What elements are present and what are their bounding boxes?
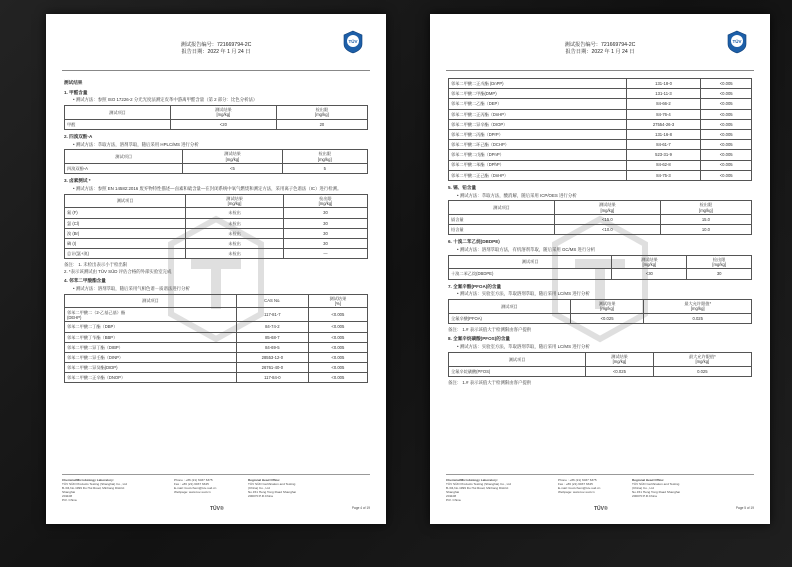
report-number-label: 测试报告编号： [180,42,217,48]
test-item-cell: 邻苯二甲酸二异癸酯(DIDP) [65,363,237,373]
office-name: (China) Co., Ltd [248,486,270,491]
table-row [65,322,368,332]
test-item-cell: 邻苯二甲酸丁苄酯（BBP） [65,332,237,342]
value-cell: 84-74-2 [236,322,308,332]
value-cell: 15.0 [660,214,751,224]
column-header: 测试结果 [%] [308,294,367,308]
table-row [449,150,752,160]
value-cell: <0.005 [308,352,367,362]
column-header: 测试项目 [65,294,237,308]
table-row [449,214,752,224]
value-cell: <0.005 [308,308,367,322]
lab-address-line: Shanghai [62,490,76,495]
value-cell: 30 [687,269,752,279]
table-row [65,332,368,342]
lab-address-line: B-3/4,No.1999 Du Hui Road, Minhang District [446,486,509,491]
report-number-line [430,42,770,49]
tuv-brand-logo: TÜV® [210,505,224,512]
value-cell: 84-61-7 [626,140,701,150]
value-cell: 未检出 [186,239,284,249]
fax: Fax : +86 (21) 6037 6345 [174,482,209,487]
column-header: 检出限 [mg/kg] [276,105,367,119]
column-header: 检出限 [mg/kg] [283,194,367,208]
lab-address-line: 201108 [446,494,457,499]
table-header-row [65,194,368,208]
value-cell: 117-84-0 [236,373,308,383]
test-item-cell: 邻苯二甲酸二异辛酯（DIOP） [449,119,627,129]
right-page-body [448,76,752,386]
test-item-cell: 四溴双酚-A [65,164,183,174]
table-header-row [65,105,368,119]
test-item-cell: 总计(氯+溴) [65,249,186,259]
pfos-note: 备注： 1.# 表示该值大于检测限由客户提供 [448,379,532,385]
value-cell: <0.005 [701,150,752,160]
office-label: Regional Head Office: [248,478,281,482]
table-row [65,218,368,228]
halogen-method: • 测试方法：参照 EN 14582:2016 废弃物特性描述—卤素和硫含量—在封闭系统中氧气燃烧和测定方法，采用离子色谱法（IC）进行检测。 [73,186,342,192]
lab-label: Chemical/Microbiology Laboratory: [446,478,498,482]
pfos-table [448,352,752,377]
table-row [65,119,368,129]
lab-address [62,478,172,502]
halogen-title: 3. 卤素测试 * [64,178,91,184]
value-cell: <30 [612,269,687,279]
phthalate-table-continued [448,78,752,181]
office-address-line: 200070 P.R.China [632,494,657,499]
column-header: 测试项目 [449,201,555,215]
value-cell: 523-31-9 [626,150,701,160]
page-number: Page 4 of 19 [351,506,370,510]
phthalate-method: • 测试方法：溶剂萃取，随后采用气相色谱－质谱法进行分析 [73,286,190,292]
report-number: 721669794-2C [217,42,252,48]
value-cell: 84-69-5 [236,342,308,352]
value-cell: 30 [283,228,367,238]
test-item-cell: 邻苯二甲酸二异壬酯（DINP） [65,352,237,362]
column-header: 测试结果 [mg/kg] [586,352,653,366]
table-row [449,109,752,119]
table-row [449,119,752,129]
column-header: 测试结果 [mg/kg] [612,255,687,269]
halogen-note-2: 2. *表示该测试由 TÜV SÜD 评估合格的外部实验室完成 [64,268,172,274]
lab-name: TÜV SÜD Products Testing (Shanghai) Co., Ltd [446,482,511,487]
column-header: 测试项目 [449,255,612,269]
column-header: 测试项目 [449,299,571,313]
table-row [65,208,368,218]
value-cell: 0.025 [644,313,752,323]
halogen-table [64,194,368,260]
office-address-line: No.151 Heng Tong Road Shanghai [632,490,680,495]
table-row [449,170,752,180]
lab-address [446,478,556,502]
value-cell: <0.005 [308,363,367,373]
office-name: TÜV SÜD Certification and Testing [632,482,680,487]
value-cell: 20 [276,119,367,129]
webpage: Webpage: www.tuv-sud.cn [174,490,211,495]
lab-address-line: P.R. China [62,498,77,503]
office-address [632,478,732,498]
column-header: 测试结果 [mg/kg] [570,299,644,313]
table-row [65,352,368,362]
table-row [449,79,752,89]
left-page-body [64,76,368,386]
table-row [65,228,368,238]
value-cell: 26761-40-0 [236,363,308,373]
page-footer [446,474,754,514]
value-cell: 131-11-3 [626,89,701,99]
report-date: 2022 年 1 月 24 日 [207,49,251,55]
value-cell: 30 [283,218,367,228]
table-row [65,342,368,352]
table-row [449,140,752,150]
value-cell: <0.005 [701,160,752,170]
svg-text:TÜV: TÜV [732,39,742,44]
report-page-left [46,14,386,524]
test-item-cell: 全氟辛酸(PFOA) [449,313,571,323]
report-number-line [46,42,386,49]
value-cell: — [283,249,367,259]
test-item-cell: 邻苯二甲酸二甲酯(DMP) [449,89,627,99]
cadmium-lead-method: • 测试方法：萃取方法，酸消解，随后采用 ICP/OES 进行分析 [457,192,577,198]
report-number: 721669794-2C [601,42,636,48]
column-header: 测试项目 [449,352,586,366]
test-item-cell: 邻苯二甲酸二异丁酯（DIBP） [65,342,237,352]
value-cell: <0.005 [308,322,367,332]
formaldehyde-title: 1. 甲醛含量 [64,89,88,95]
contact-info [174,478,244,494]
phthalate-title: 4. 邻苯二甲酸酯含量 [64,278,106,284]
tbbpa-title: 2. 四溴双酚-A [64,134,93,140]
column-header: CAS No. [236,294,308,308]
table-header-row [449,201,752,215]
table-row [449,269,752,279]
report-date-label: 报告日期： [181,49,208,55]
report-page-right [430,14,770,524]
lab-address-line: 201108 [62,494,73,499]
table-row [65,363,368,373]
value-cell: <0.005 [701,129,752,139]
tbbpa-method: • 测试方法：萃取方法，溶剂萃取，随后采用 HPLC/MS 进行分析 [73,141,199,147]
test-item-cell: 邻苯二甲酸二苯酯（DPhP） [449,160,627,170]
report-date-label: 报告日期： [565,49,592,55]
table-row [65,308,368,322]
test-item-cell: 邻苯二甲酸二（2-乙基己基）酯 (DEHP) [65,308,237,322]
page-header [46,34,386,64]
test-item-cell: 邻苯二甲酸二乙酯（DEP） [449,99,627,109]
pfoa-table [448,299,752,324]
column-header: 最大允许限值* [mg/kg] [644,299,752,313]
office-address [248,478,348,498]
value-cell: 未检出 [186,208,284,218]
table-row [449,225,752,235]
column-header: 最大允许限值* [mg/kg] [653,352,751,366]
table-row [449,313,752,323]
value-cell: 117-81-7 [236,308,308,322]
table-row [65,239,368,249]
test-item-cell: 碘 (I) [65,239,186,249]
contact-info [558,478,628,494]
test-item-cell: 邻苯二甲酸二丁酯（DBP） [65,322,237,332]
header-divider [62,70,370,71]
value-cell: 未检出 [186,228,284,238]
value-cell: <0.005 [308,342,367,352]
lab-address-line: B-3/4,No.1999 Du Hui Road, Minhang District [62,486,125,491]
email: E-mail: food.chem@tuv-sud.cn [174,486,217,491]
pfoa-note: 备注： 1.# 表示该值大于检测限由客户提供 [448,326,532,332]
report-number-label: 测试报告编号： [564,42,601,48]
formaldehyde-method: • 测试方法：参照 ISO 17226-2 分光光度法测定皮革中游离甲醛含量（第 2 部分：比色分析法） [73,97,258,103]
table-header-row [65,294,368,308]
test-item-cell: 十溴二苯乙烷(DBDPE) [449,269,612,279]
report-date: 2022 年 1 月 24 日 [591,49,635,55]
value-cell: 10.0 [660,225,751,235]
table-header-row [449,299,752,313]
value-cell: 131-18-0 [626,79,701,89]
test-item-cell: 邻苯二甲酸二丙酯（DPrP） [449,129,627,139]
webpage: Webpage: www.tuv-sud.cn [558,490,595,495]
tuv-logo-icon [726,30,748,54]
value-cell: <5 [183,164,282,174]
value-cell: 84-75-3 [626,170,701,180]
test-item-cell: 邻苯二甲酸二正丙酯（DnHP） [449,109,627,119]
test-item-cell: 氟 (F) [65,208,186,218]
test-item-cell: 氯 (Cl) [65,218,186,228]
formaldehyde-table [64,105,368,130]
column-header: 测试结果 [mg/kg] [183,150,282,164]
header-divider [446,70,754,71]
value-cell: <0.005 [701,99,752,109]
office-name: TÜV SÜD Certification and Testing [248,482,296,487]
column-header: 测试项目 [65,194,186,208]
page-footer [62,474,370,514]
page-header [430,34,770,64]
cadmium-lead-table [448,200,752,235]
test-item-cell: 镉含量 [449,214,555,224]
table-row [449,99,752,109]
results-heading: 测试结果 [64,80,83,85]
value-cell: <0.005 [701,119,752,129]
value-cell: 84-66-2 [626,99,701,109]
test-item-cell: 邻苯二甲酸二戊酯（DPnP） [449,150,627,160]
report-date-line [430,49,770,56]
value-cell: 30 [283,208,367,218]
test-item-cell: 邻苯二甲酸二正辛酯（DNOP） [65,373,237,383]
svg-text:TÜV: TÜV [348,39,358,44]
value-cell: <0.025 [570,313,644,323]
page-number: Page 5 of 19 [735,506,754,510]
fax: Fax : +86 (21) 6037 6345 [558,482,593,487]
dbdpe-table [448,255,752,280]
email: E-mail: food.chem@tuv-sud.cn [558,486,601,491]
value-cell: 30 [283,239,367,249]
phone: Phone : +86 (21) 6037 6375 [174,478,213,482]
pfos-title: 8. 全氟辛烷磺酸(PFOS)的含量 [448,336,511,342]
report-date-line [46,49,386,56]
pfoa-title: 7. 全氟辛酸(PFOA)的含量 [448,283,502,289]
table-row [65,373,368,383]
value-cell: 84-76-4 [626,109,701,119]
column-header: 测试项目 [65,150,183,164]
value-cell: 27554-26-3 [626,119,701,129]
value-cell: <15.0 [554,214,660,224]
pfos-method: • 测试方法：实验室方法，萃取溶剂萃取，随后采用 LC/MS 进行分析 [457,344,590,350]
office-name: (China) Co., Ltd [632,486,654,491]
column-header: 测试结果 [mg/kg] [186,194,284,208]
pfoa-method: • 测试方法：实验室方法，萃取溶剂萃取，随后采用 LC/MS 进行分析 [457,291,590,297]
value-cell: 未检出 [186,218,284,228]
cadmium-lead-title: 5. 镉、铅含量 [448,184,477,190]
lab-label: Chemical/Microbiology Laboratory: [62,478,114,482]
phone: Phone : +86 (21) 6037 6375 [558,478,597,482]
tuv-brand-logo: TÜV® [594,505,608,512]
value-cell: <0.005 [701,89,752,99]
table-row [449,366,752,376]
value-cell: <0.005 [308,332,367,342]
table-header-row [449,255,752,269]
phthalate-table [64,294,368,384]
value-cell: <0.005 [701,79,752,89]
test-item-cell: 邻苯二甲酸二环己酯（DCHP） [449,140,627,150]
test-item-cell: 铅含量 [449,225,555,235]
test-item-cell: 邻苯二甲酸二正己酯（DnHP） [449,170,627,180]
column-header: 测试项目 [65,105,171,119]
lab-address-line: P.R. China [446,498,461,503]
value-cell: 未检出 [186,249,284,259]
lab-name: TÜV SÜD Products Testing (Shanghai) Co., Ltd [62,482,127,487]
column-header: 检出限 [mg/kg] [687,255,752,269]
column-header: 测试结果 [mg/kg] [554,201,660,215]
test-item-cell: 全氟辛烷磺酸(PFOS) [449,366,586,376]
office-address-line: No.151 Heng Tong Road Shanghai [248,490,296,495]
value-cell: 131-16-8 [626,129,701,139]
value-cell: 0.025 [653,366,751,376]
column-header: 检出限 [mg/kg] [282,150,367,164]
value-cell: <0.005 [701,170,752,180]
table-row [65,249,368,259]
value-cell: <0.025 [586,366,653,376]
office-label: Regional Head Office: [632,478,665,482]
dbdpe-title: 6. 十溴二苯乙烷(DBDPE) [448,239,500,245]
table-header-row [65,150,368,164]
test-item-cell: 甲醛 [65,119,171,129]
table-row [449,160,752,170]
value-cell: <0.005 [308,373,367,383]
table-row [449,129,752,139]
value-cell: 5 [282,164,367,174]
value-cell: <0.005 [701,140,752,150]
table-header-row [449,352,752,366]
value-cell: <20 [170,119,276,129]
halogen-note-1: 备注： 1. 未检出表示小于检出限 [64,262,128,268]
lab-address-line: Shanghai [446,490,460,495]
table-row [449,89,752,99]
tbbpa-table [64,149,368,174]
column-header: 测试结果 [mg/kg] [170,105,276,119]
value-cell: <10.0 [554,225,660,235]
tuv-logo-icon [342,30,364,54]
table-row [65,164,368,174]
column-header: 检出限 [mg/kg] [660,201,751,215]
office-address-line: 200070 P.R.China [248,494,273,499]
value-cell: 28553-12-0 [236,352,308,362]
value-cell: <0.005 [701,109,752,119]
test-item-cell: 邻苯二甲酸二正戊酯 (DnPP) [449,79,627,89]
test-item-cell: 溴 (Br) [65,228,186,238]
value-cell: 84-62-8 [626,160,701,170]
value-cell: 85-68-7 [236,332,308,342]
dbdpe-method: • 测试方法：溶剂萃取方法，有机溶剂萃取，随后采用 GC/MS 进行分析 [457,247,596,253]
